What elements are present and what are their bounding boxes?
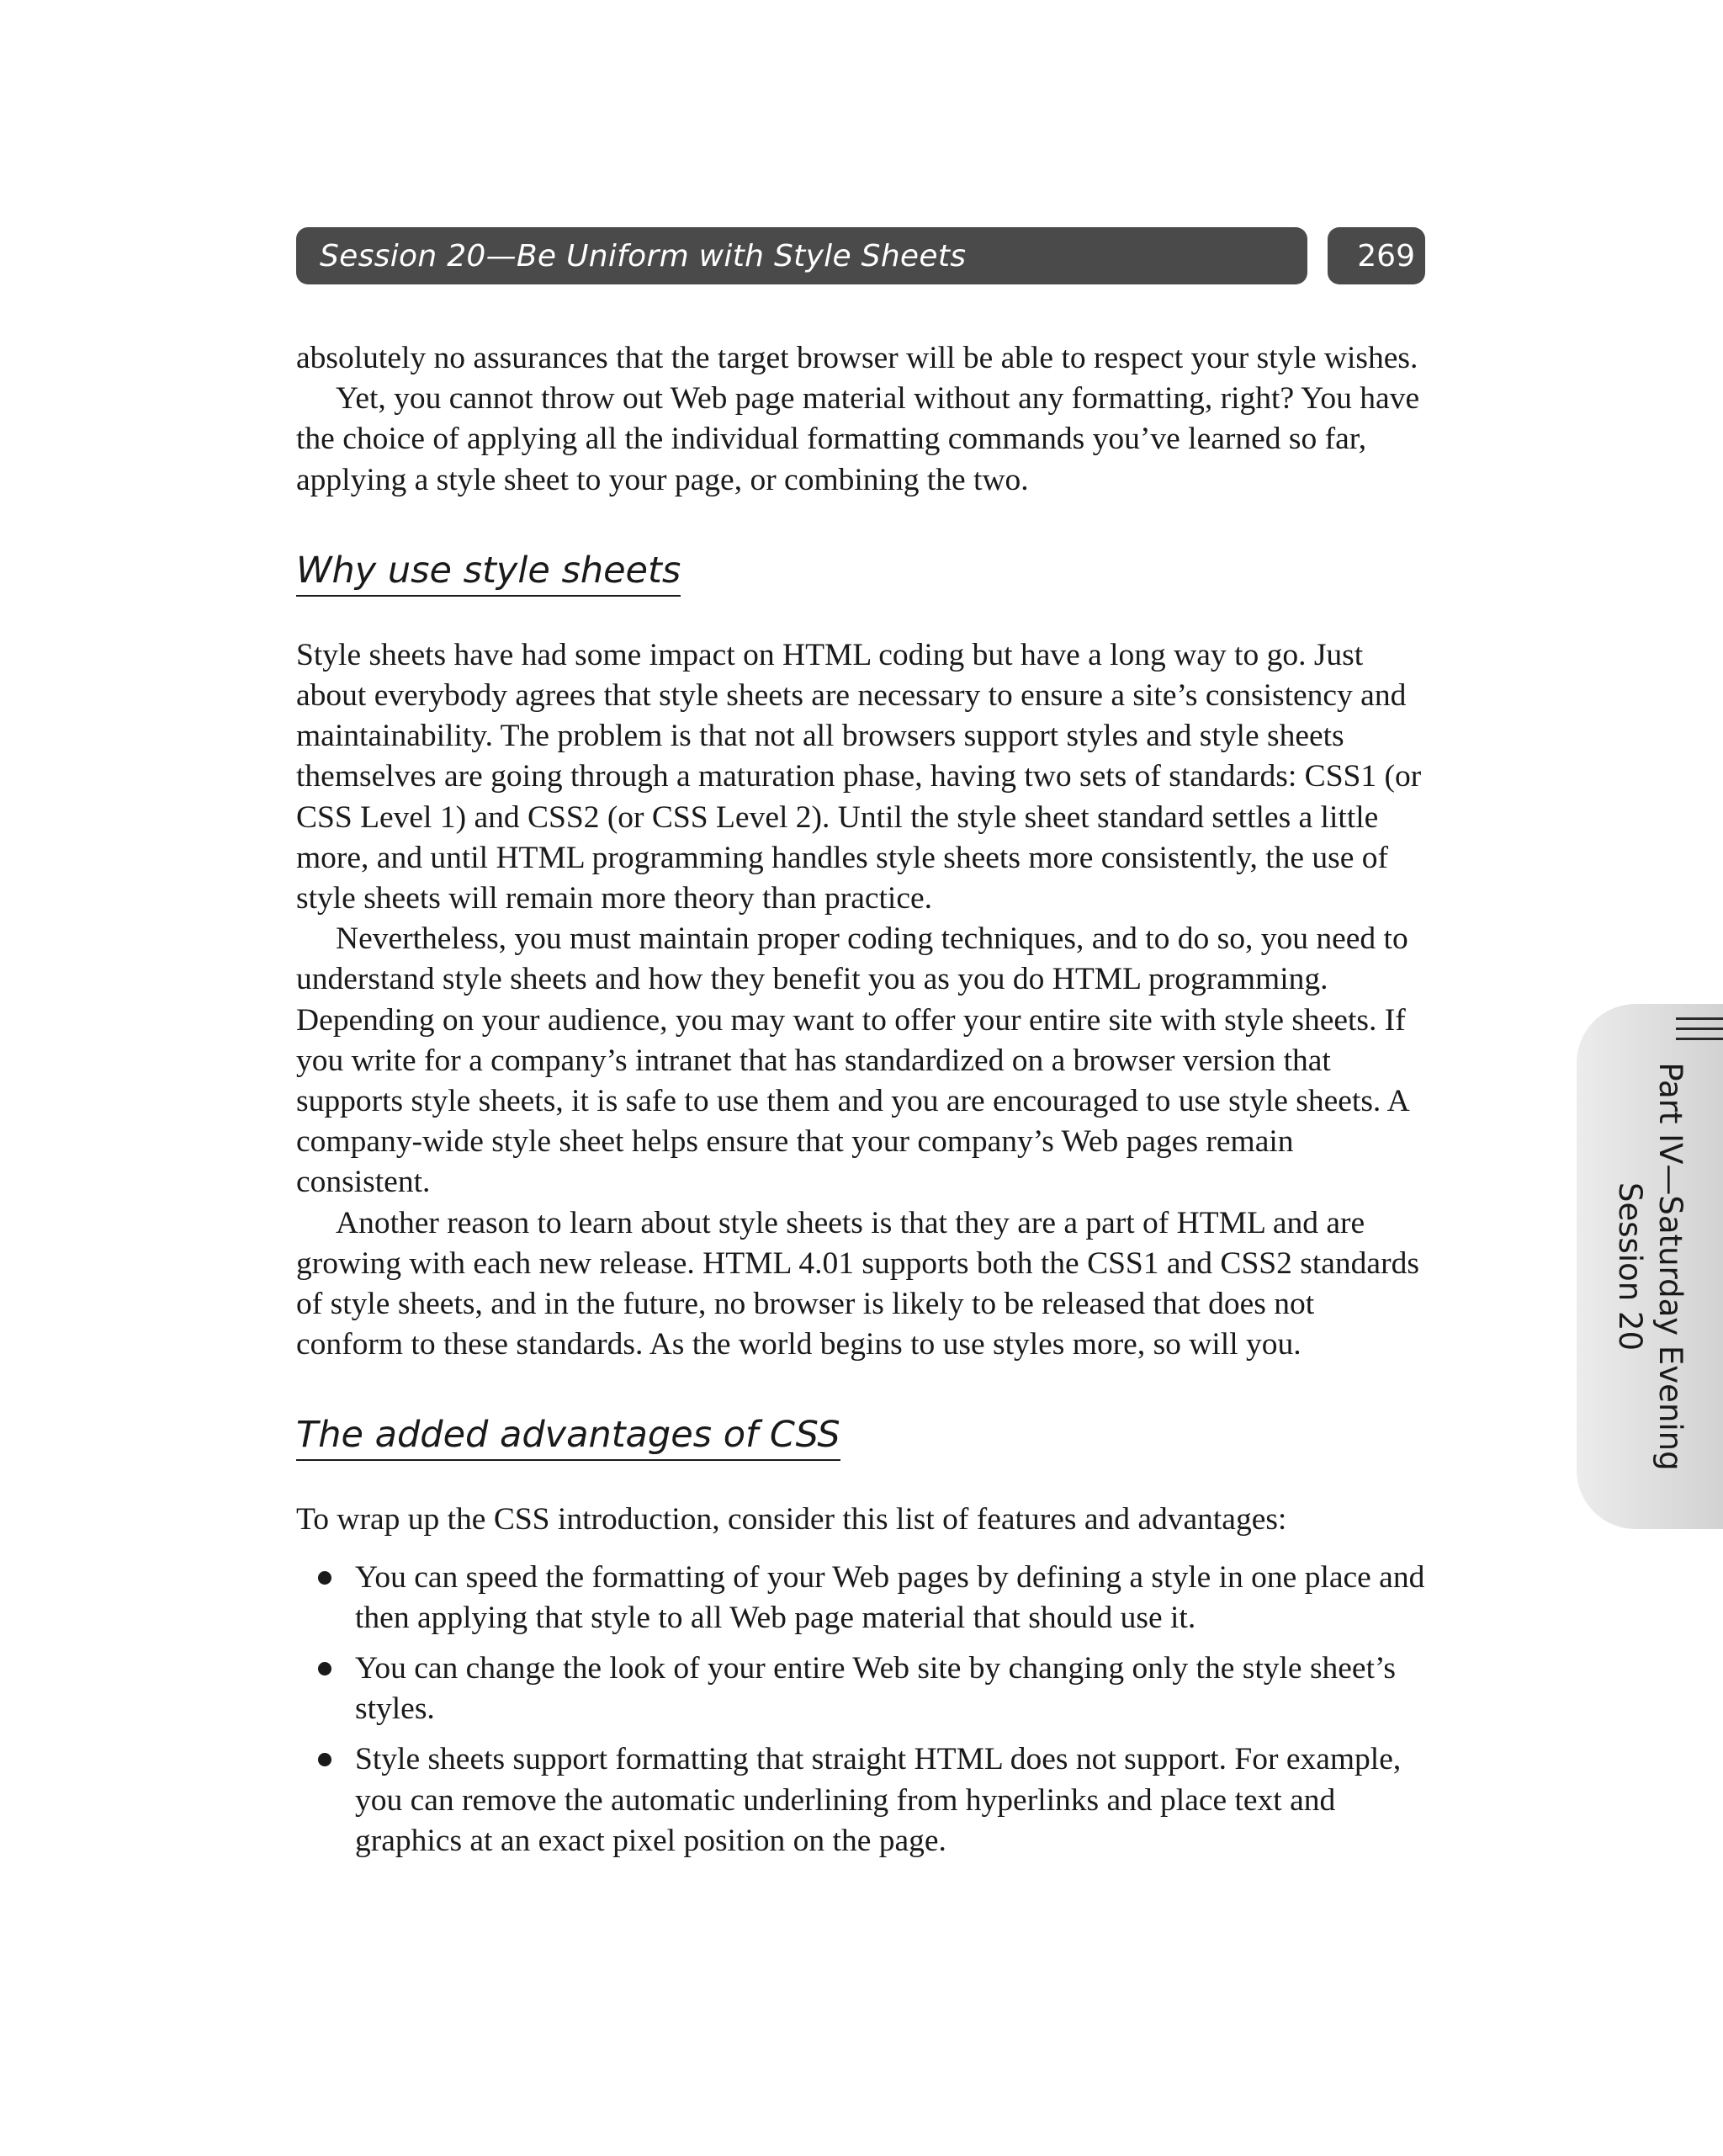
tab-label: [1577, 1004, 1723, 1529]
section-heading-wrapper: [296, 1412, 1428, 1461]
bullet-icon: [318, 1753, 331, 1766]
header-title: Session 20—Be Uniform with Style Sheets: [320, 238, 967, 273]
list-item: [296, 1558, 1428, 1638]
paragraph: Yet, you cannot throw out Web page material without any formatting, right? You have the choice of applying all the individual formatting commands you’ve learned so far, applying a style sheet to your page, or combining the two.: [296, 381, 1420, 497]
tab-label-part: Part IV—Saturday Evening: [1652, 1062, 1689, 1471]
page-number: 269: [1357, 238, 1415, 273]
list-item-text: You can change the look of your entire Web site by changing only the style sheet’s styles.: [355, 1651, 1397, 1727]
list-item-text: You can speed the formatting of your Web pages by defining a style in one place and then applying that style to all Web page material that should use it.: [355, 1559, 1425, 1635]
paragraph: To wrap up the CSS introduction, consider this list of features and advantages:: [296, 1502, 1287, 1537]
advantages-list: [296, 1558, 1428, 1861]
running-header: [296, 227, 1307, 284]
list-item: [296, 1649, 1428, 1729]
section-heading-wrapper: [296, 548, 1428, 597]
paragraph: Another reason to learn about style sheets is that they are a part of HTML and are growing with each new release. HTML 4.01 supports both the CSS1 and CSS2 standards of style sheets, and in the future, no browser is likely to be released that does not conform to these standards. As the world begins to use styles more, so will you.: [296, 1205, 1419, 1362]
section-heading-added-advantages: The added advantages of CSS: [296, 1412, 840, 1461]
bullet-icon: [318, 1571, 331, 1585]
list-item: [296, 1739, 1428, 1861]
list-item-text: Style sheets support formatting that straight HTML does not support. For example, you can remove the automatic underlining from hyperlinks and place text and graphics at an exact pixel position on the page.: [355, 1742, 1402, 1858]
part-thumb-tab: [1577, 1004, 1723, 1529]
bullet-icon: [318, 1662, 331, 1675]
paragraph: Style sheets have had some impact on HTML coding but have a long way to go. Just about everybody agrees that style sheets are necessary to ensure a site’s consistency and maintainability. The problem is that not all browsers support styles and style sheets themselves are going through a maturation phase, having two sets of standards: CSS1 (or CSS Level 1) and CSS2 (or CSS Level 2). Until the style sheet standard settles a little more, and until HTML programming handles style sheets more consistently, the use of style sheets will remain more theory than practice.: [296, 637, 1422, 916]
paragraph: absolutely no assurances that the target browser will be able to respect your style wishes.: [296, 341, 1418, 375]
section-heading-why-use-style-sheets: Why use style sheets: [296, 548, 681, 597]
page-number-box: [1328, 227, 1425, 284]
page-body: [296, 338, 1428, 1872]
paragraph: Nevertheless, you must maintain proper coding techniques, and to do so, you need to understand style sheets and how they benefit you as you do HTML programming. Depending on your audience, you may want to offer your entire site with style sheets. If you write for a company’s intranet that has standardized on a browser version that supports style sheets, it is safe to use them and you are encouraged to use style sheets. A company-wide style sheet helps ensure that your company’s Web pages remain consistent.: [296, 921, 1408, 1200]
tab-label-session: Session 20: [1612, 1182, 1648, 1351]
